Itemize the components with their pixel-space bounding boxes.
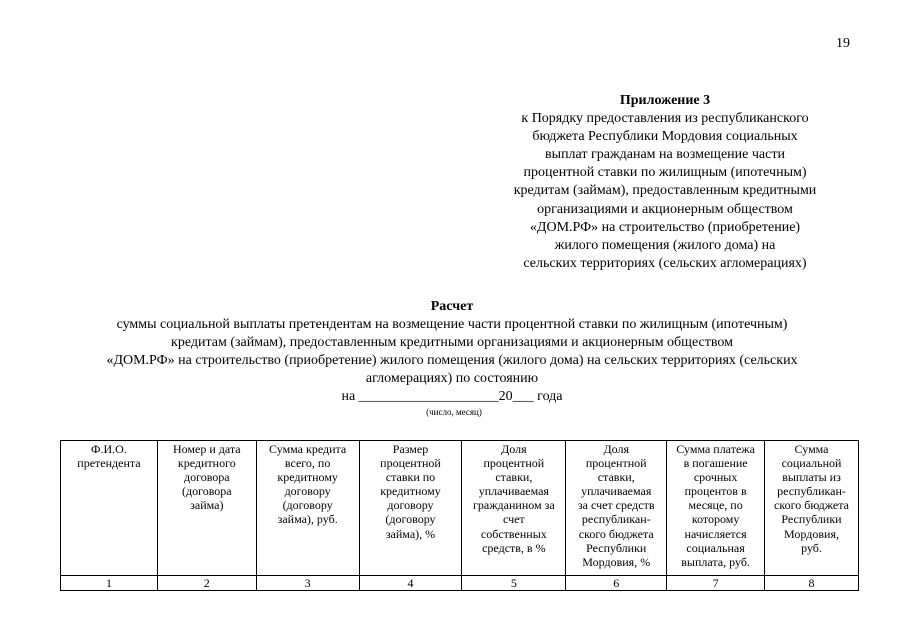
date-hint: (число, месяц) [426,407,482,417]
header-cell [765,441,859,576]
header-line: Сумма кредита [269,442,347,456]
header-line: процентной [483,456,545,471]
header-line: (договора [181,484,232,499]
header-line: счет [502,512,525,527]
appendix-line: бюджета Республики Мордовия социальных [532,129,798,145]
appendix-line: кредитам (займам), предоставленным кредитными [513,183,817,199]
header-line: Номер и дата [172,442,241,456]
header-line: срочных [693,470,738,485]
header-line: претендента [77,456,141,471]
header-line: займа) [190,498,224,513]
header-line: выплата, руб. [681,554,750,569]
appendix-line: жилого помещения (жилого дома) на [554,237,776,253]
calculation-line: агломерациях) по состоянию [365,371,539,386]
header-line: кредитному [277,470,338,485]
header-line: Мордовия, % [582,554,651,569]
header-line: (договору [385,512,436,527]
header-line: социальной [781,456,842,471]
appendix-line: выплат гражданам на возмещение части [545,147,785,163]
header-line: займа), руб. [277,512,338,527]
header-cell [566,441,667,576]
appendix-line: организациями и акционерным обществом [537,201,793,217]
header-cell [61,441,158,576]
header-line: ставки по [385,470,436,485]
header-cell [359,441,462,576]
header-cell [256,441,359,576]
header-line: уплачиваемая [478,484,549,499]
header-line: республикан- [581,512,651,527]
calculation-line: «ДОМ.РФ» на строительство (приобретение) жилого помещения (жилого дома) на сельских территориях (сельских [106,353,798,368]
header-line: ставки, [597,470,635,485]
column-number-cell: 8 [765,576,859,591]
header-line: Доля [501,442,527,456]
header-line: процентной [585,456,647,471]
header-line: кредитному [380,484,441,499]
column-number-cell: 2 [157,576,256,591]
column-number-cell: 4 [359,576,462,591]
header-cell [667,441,765,576]
header-line: которому [691,512,740,527]
header-line: ского бюджета [774,498,849,513]
appendix-line: сельских территориях (сельских агломерациях) [523,255,807,271]
header-line: всего, по [284,456,331,471]
header-line: (договору [282,498,333,513]
appendix-line: процентной ставки по жилищным (ипотечным) [523,165,807,181]
column-number-cell: 3 [256,576,359,591]
header-cell [157,441,256,576]
header-line: руб. [801,540,822,555]
header-line: ского бюджета [578,526,654,541]
appendix-line: к Порядку предоставления из республиканского [521,111,809,127]
header-row [61,441,859,576]
header-line: процентной [380,456,441,471]
header-line: ставки, [495,470,533,485]
header-line: в погашение [683,456,748,471]
header-line: Ф.И.О. [91,442,127,456]
header-line: договору [387,498,434,513]
calculation-line: суммы социальной выплаты претендентам на возмещение части процентной ставки по жилищным (ипотечным) [116,317,788,332]
calculation-line: кредитам (займам), предоставленным кредитными организациями и акционерным обществом [171,335,733,350]
column-number-cell: 6 [566,576,667,591]
header-line: кредитного [177,456,236,471]
header-line: гражданином за [473,498,555,513]
header-line: Сумма [794,442,829,456]
header-line: уплачиваемая [581,484,652,499]
appendix-block [495,92,835,273]
calculation-table [60,440,859,591]
header-line: Размер [392,442,429,456]
header-line: Доля [603,442,629,456]
appendix-title: Приложение 3 [619,93,711,108]
appendix-line: «ДОМ.РФ» на строительство (приобретение) [529,219,801,235]
calculation-block [60,298,844,418]
header-line: месяце, по [688,498,743,513]
header-line: собственных [480,526,547,541]
header-line: средств, в % [482,540,546,555]
header-line: Мордовия, [784,526,839,541]
page-number: 19 [836,36,850,51]
header-line: Сумма платежа [676,442,755,456]
column-number-cell: 1 [61,576,158,591]
header-line: договора [183,470,230,485]
header-line: договору [284,484,331,499]
header-line: выплаты из [782,470,841,485]
header-line: процентов в [684,484,747,499]
column-number-cell: 7 [667,576,765,591]
header-cell [462,441,566,576]
header-line: республикан- [777,484,846,499]
header-line: за счет средств [577,498,655,513]
date-line: на ____________________20___ года [341,389,563,404]
calculation-title: Расчет [430,299,474,314]
column-number-cell: 5 [462,576,566,591]
header-line: Республики [586,540,647,555]
header-line: Республики [781,512,842,527]
column-number-row [61,576,859,591]
header-line: займа), % [385,526,436,541]
header-line: социальная [686,540,745,555]
header-line: начисляется [684,526,747,541]
